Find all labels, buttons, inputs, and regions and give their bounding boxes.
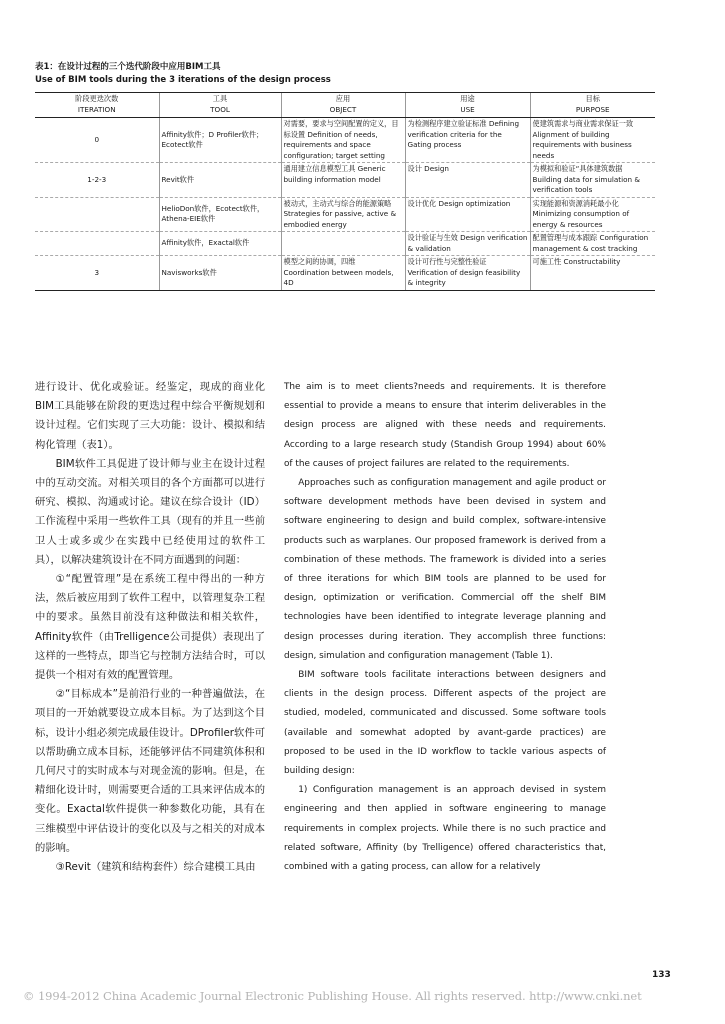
cell-object: 对需要，要求与空间配置的定义，目标设置 Definition of needs, requirements and space configuration; target setting (281, 118, 405, 163)
en-paragraph: Approaches such as configuration management and agile product or software development methods have been devised in system and software engineering to design and build complex, software-intensive products such as warplanes. Our proposed framework is derived from a combination of these methods. The framework is divided into a series of three iterations for which BIM tools are planned to be used for design, optimization or verification. Commercial off the shelf BIM technologies have been identified to integrate leverage planning and design processes during iteration. They accomplish three functions: design, simulation and configuration management (Table 1). (284, 478, 606, 661)
cn-paragraph: ②“目标成本”是前沿行业的一种普遍做法，在项目的一开始就要设立成本目标。为了达到这个目标，设计小组必须完成最佳设计。DProfiler软件可以帮助确立成本目标，还能够评估不同建筑体积和几何尺寸的实时成本与对现金流的影响。但是，在精细化设计时，则需要更合适的工具来评估成本的变化。Exactal软件提供一种参数化功能，具有在三维模型中评估设计的变化以及与之相关的对成本的影响。 (35, 688, 265, 854)
bim-tools-table (35, 92, 655, 291)
cell-tool: Navisworks软件 (159, 256, 281, 291)
en-paragraph: The aim is to meet clients?needs and requirements. It is therefore essential to provide a means to ensure that interim deliverables in the design process are aligned with these needs and requirements. According to a large research study (Standish Group 1994) about 60% of the causes of project failures are related to the requirements. (284, 382, 606, 469)
page-number: 133 (652, 970, 671, 980)
english-text-column (284, 378, 606, 877)
cell-iteration: 0 (35, 118, 159, 163)
cell-use: 为检测程序建立验证标准 Defining verification criteria for the Gating process (405, 118, 530, 163)
table-row (35, 256, 655, 291)
cell-object: 通用建立信息模型工具 Generic building information model (281, 163, 405, 198)
table-row (35, 197, 655, 232)
cn-paragraph: BIM软件工具促进了设计师与业主在设计过程中的互动交流。对相关项目的各个方面都可以进行研究、模拟、沟通或讨论。建议在综合设计（ID）工作流程中采用一些软件工具（现有的并且一些前卫人士或多或少在实践中已经使用过的软件工具），以解决建筑设计在不同方面遇到的问题： (35, 457, 265, 566)
cell-use: 设计优化 Design optimization (405, 197, 530, 232)
cell-purpose: 为模拟和验证“具体建筑数据 Building data for simulation & verification tools (530, 163, 655, 198)
cell-object: 模型之间的协调，四维 Coordination between models, 4D (281, 256, 405, 291)
en-paragraph: BIM software tools facilitate interactions between designers and clients in the design process. Different aspects of the project are studied, modeled, communicated and discussed. Some software tools (available and somewhat adopted by avant-garde practices) are proposed to be used in the ID workflow to tackle various aspects of building design: (284, 670, 606, 777)
en-paragraph: 1) Configuration management is an approach devised in system engineering and then applied in software engineering to manage requirements in complex projects. While there is no such practice and related software, Affinity (by Trelligence) offered characteristics that, combined with a gating process, can allow for a relatively (284, 785, 606, 873)
cell-object (281, 232, 405, 256)
table-caption (35, 61, 331, 87)
table-header-row (35, 93, 655, 118)
header-object: 应用 OBJECT (281, 93, 405, 118)
cn-paragraph: ①“配置管理”是在系统工程中得出的一种方法，然后被应用到了软件工程中，以管理复杂工程中的要求。虽然目前没有这种做法和相关软件，Affinity软件（由Trelligence公司提供）表现出了这样的一些特点，即当它与控制方法结合时，可以提供一个相对有效的配置管理。 (35, 573, 265, 682)
cell-iteration (35, 232, 159, 256)
header-use: 用途 USE (405, 93, 530, 118)
cell-iteration (35, 197, 159, 232)
cell-iteration: 1-2-3 (35, 163, 159, 198)
chinese-text-column (35, 378, 265, 877)
cn-paragraph: 进行设计、优化或验证。经鉴定，现成的商业化BIM工具能够在阶段的更迭过程中综合平衡规划和设计过程。它们实现了三大功能：设计、模拟和结构化管理（表1）。 (35, 381, 265, 451)
cell-use: 设计 Design (405, 163, 530, 198)
cell-purpose: 使建筑需求与商业需求保证一致 Alignment of building requirements with business needs (530, 118, 655, 163)
table-row (35, 163, 655, 198)
cell-object: 被动式，主动式与综合的能源策略 Strategies for passive, active & embodied energy (281, 197, 405, 232)
cn-paragraph: ③Revit（建筑和结构套件）综合建模工具由 (55, 861, 256, 874)
cell-use: 设计验证与生效 Design verification & validation (405, 232, 530, 256)
header-iteration: 阶段更迭次数 ITERATION (35, 93, 159, 118)
header-purpose: 目标 PURPOSE (530, 93, 655, 118)
cell-purpose: 可施工性 Constructability (530, 256, 655, 291)
table-row (35, 232, 655, 256)
cell-purpose: 实现能源和资源消耗最小化 Minimizing consumption of energy & resources (530, 197, 655, 232)
cell-tool: Affinity软件；D Profiler软件；Ecotect软件 (159, 118, 281, 163)
cell-tool: HelioDon软件，Ecotect软件，Athena-EIE软件 (159, 197, 281, 232)
cell-tool: Revit软件 (159, 163, 281, 198)
table-caption-cn: 表1：在设计过程的三个迭代阶段中应用BIM工具 (35, 62, 221, 72)
table-caption-en: Use of BIM tools during the 3 iterations of the design process (35, 75, 331, 85)
header-tool: 工具 TOOL (159, 93, 281, 118)
copyright-footer: © 1994-2012 China Academic Journal Electronic Publishing House. All rights reserved. http://www.cnki.net (23, 989, 642, 1003)
cell-purpose: 配置管理与成本跟踪 Configuration management & cost tracking (530, 232, 655, 256)
cell-tool: Affinity软件，Exactal软件 (159, 232, 281, 256)
table-row (35, 118, 655, 163)
cell-iteration: 3 (35, 256, 159, 291)
cell-use: 设计可行性与完整性验证 Verification of design feasibility & integrity (405, 256, 530, 291)
